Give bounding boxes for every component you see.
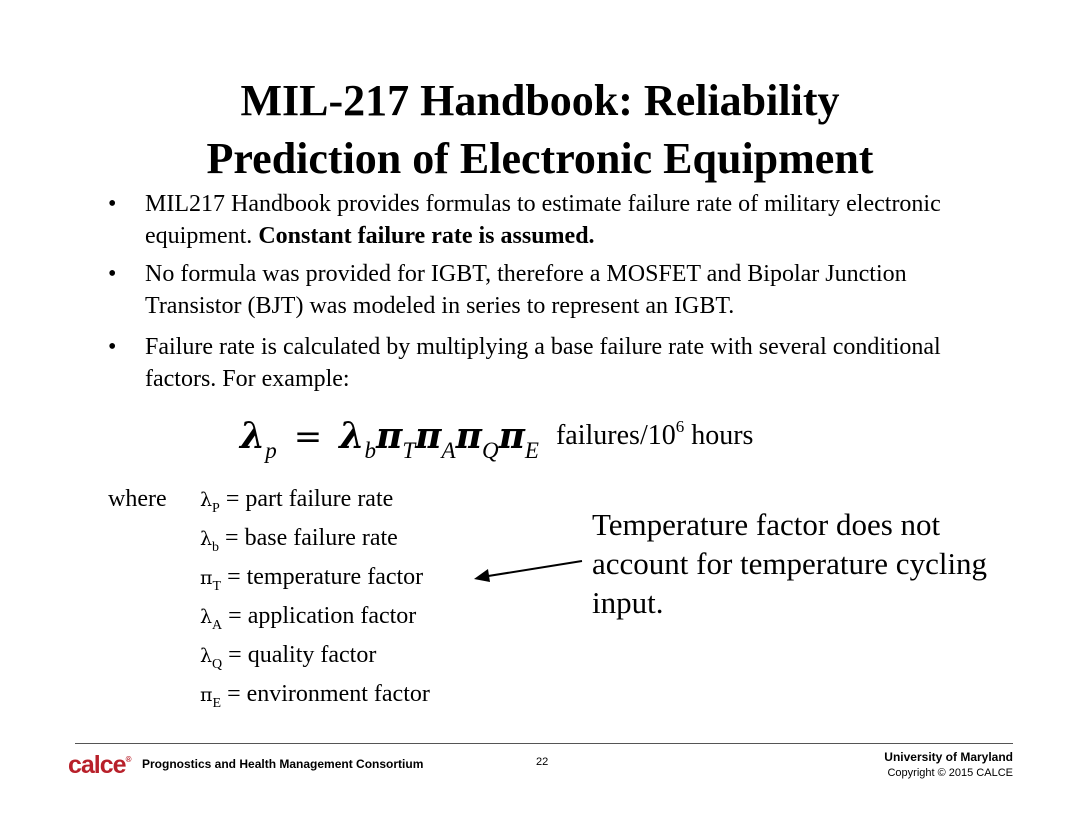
definition-sub: Q: [212, 656, 223, 672]
slide-title: [0, 72, 1080, 188]
bullet-marker: •: [108, 191, 117, 217]
where-label: where: [108, 486, 167, 512]
formula-term-symbol: π: [498, 415, 525, 457]
page-number: 22: [536, 756, 549, 768]
bullet-1-text: [145, 188, 968, 252]
definition-text: = environment factor: [221, 681, 430, 707]
definition-text: = part failure rate: [219, 486, 394, 512]
definition-sub: A: [212, 617, 223, 633]
formula-term-sub: Q: [481, 438, 499, 463]
definition-sub: P: [212, 500, 220, 516]
definition-base-failure-rate: [200, 522, 398, 564]
definition-symbol: λ: [200, 489, 213, 511]
formula-term-sub: A: [441, 438, 456, 463]
university-name: University of Maryland: [884, 750, 1013, 764]
bullet-2: [108, 258, 968, 322]
definition-symbol: λ: [200, 528, 213, 550]
bullet-1-bold: Constant failure rate is assumed.: [258, 223, 595, 249]
bullet-2-text: No formula was provided for IGBT, therefore a MOSFET and Bipolar Junction Transistor (BJT) was modeled in series to represent an IGBT.: [145, 261, 907, 319]
logo-registered-mark: ®: [125, 754, 131, 764]
definition-symbol: π: [200, 684, 213, 706]
consortium-name: Prognostics and Health Management Consortium: [142, 757, 424, 771]
definition-sub: E: [212, 695, 222, 711]
copyright: Copyright © 2015 CALCE: [887, 767, 1013, 779]
definition-environment-factor: [200, 678, 430, 720]
definition-text: = temperature factor: [221, 564, 424, 590]
bullet-marker: •: [108, 261, 117, 287]
formula-units-suffix: hours: [684, 420, 754, 451]
definition-temperature-factor: [200, 561, 423, 603]
bullet-3: [108, 331, 968, 395]
definition-text: = quality factor: [222, 642, 377, 668]
temperature-note: Temperature factor does not account for temperature cycling input.: [592, 507, 988, 620]
bullet-marker: •: [108, 334, 117, 360]
formula-lhs-sub: p: [265, 438, 277, 463]
formula-term-symbol: π: [415, 415, 442, 457]
definition-sub: b: [212, 539, 220, 555]
formula-term-symbol: π: [376, 415, 403, 457]
formula-units: [555, 416, 754, 451]
formula-term-sub: b: [364, 438, 376, 463]
definition-part-failure-rate: [200, 483, 393, 525]
definition-text: = application factor: [222, 603, 417, 629]
definition-symbol: π: [200, 567, 213, 589]
title-line-1: MIL-217 Handbook: Reliability: [240, 76, 840, 125]
bullet-3-text: Failure rate is calculated by multiplying a base failure rate with several conditional factors. For example:: [145, 334, 941, 392]
definition-quality-factor: [200, 639, 376, 681]
formula-units-exponent: 6: [675, 416, 685, 436]
title-line-2: Prediction of Electronic Equipment: [206, 134, 874, 183]
formula-term-sub: E: [524, 438, 539, 463]
logo-text: calce: [68, 751, 126, 779]
formula-term-symbol: λ: [339, 415, 365, 457]
footer-divider: [75, 743, 1013, 744]
definition-sub: T: [212, 578, 222, 594]
definition-symbol: λ: [200, 606, 213, 628]
definition-text: = base failure rate: [219, 525, 398, 551]
definition-symbol: λ: [200, 645, 213, 667]
formula-lhs-symbol: λ: [240, 415, 266, 457]
formula-equals: =: [293, 417, 323, 457]
formula-units-prefix: failures/10: [555, 420, 676, 451]
arrow-icon: [470, 555, 585, 587]
formula-term-symbol: π: [455, 415, 482, 457]
failure-rate-formula: [240, 415, 753, 465]
definition-application-factor: [200, 600, 416, 642]
bullet-1: [108, 188, 968, 252]
formula-term-sub: T: [402, 438, 416, 463]
bullet-1-body: MIL217 Handbook provides formulas to estimate failure rate of military electronic equipment.: [145, 191, 941, 249]
calce-logo: [68, 751, 130, 780]
